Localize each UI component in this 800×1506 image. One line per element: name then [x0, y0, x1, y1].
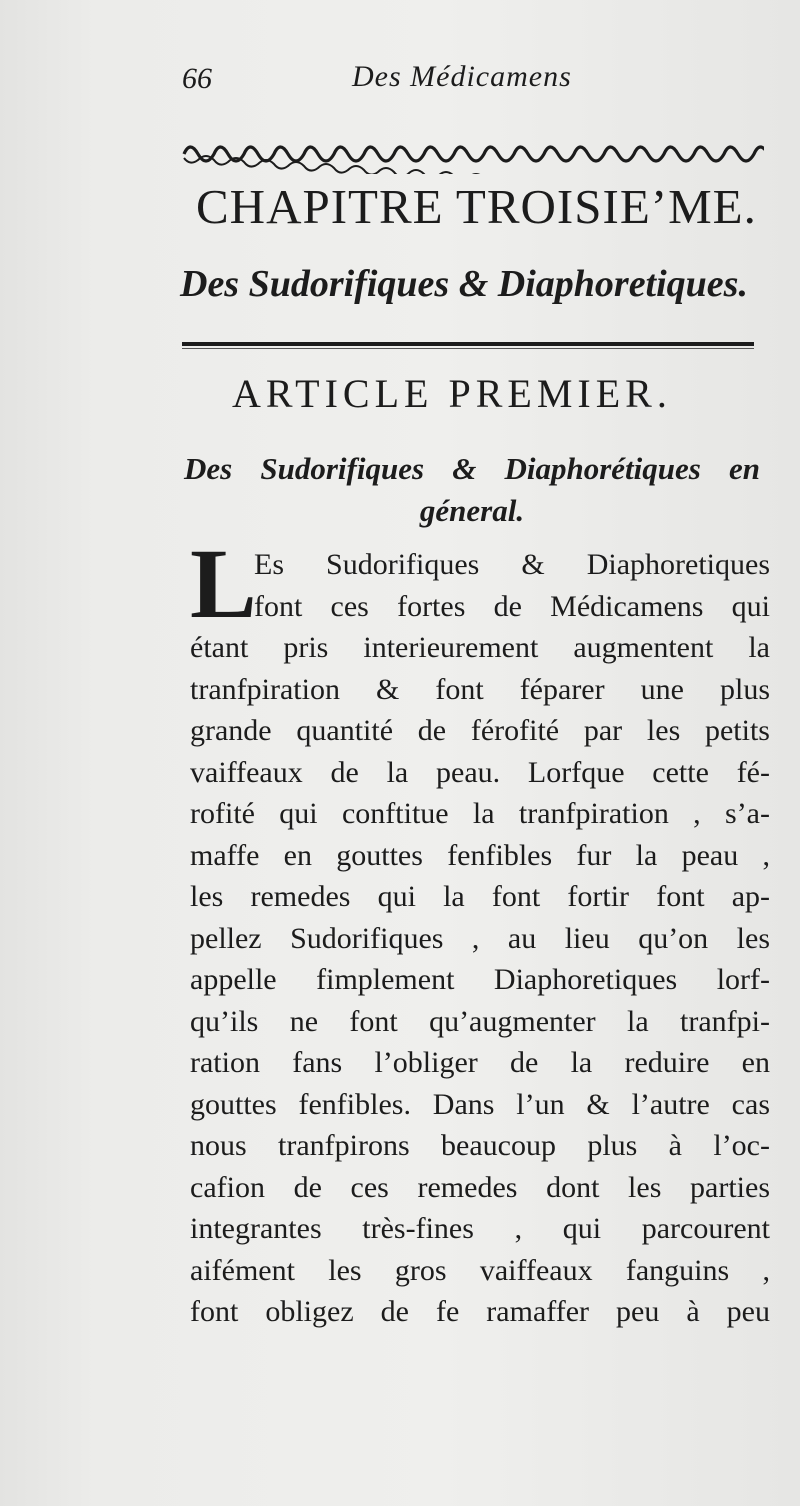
- drop-cap: L: [190, 528, 257, 639]
- heading-rule-thin: [182, 348, 754, 349]
- text-line: nous tranfpirons beaucoup plus à l’oc-: [190, 1129, 770, 1162]
- running-head: [180, 56, 760, 104]
- text-line: grande quantité de férofité par les petits: [190, 714, 770, 747]
- body-text: [190, 528, 770, 1333]
- article-title-word: Des: [184, 451, 233, 486]
- article-title: [184, 448, 760, 532]
- text-line: font obligez de fe ramaffer peu à peu: [190, 1295, 770, 1328]
- text-line: pellez Sudorifiques , au lieu qu’on les: [190, 921, 770, 955]
- running-title: Des Médicamens: [352, 60, 572, 93]
- text-line: cafion de ces remedes dont les parties: [190, 1170, 770, 1204]
- text-line: gouttes fenfibles. Dans l’un & l’autre cas: [190, 1087, 770, 1121]
- text-line: tranfpiration & font féparer une plus: [190, 672, 770, 706]
- text-line: ration fans l’obliger de la reduire en: [190, 1046, 770, 1079]
- text-line: les remedes qui la font fortir font ap-: [190, 880, 770, 913]
- article-title-word: Diaphorétiques: [504, 451, 701, 486]
- article-title-line-2: géneral.: [419, 493, 525, 528]
- heading-rule: [182, 342, 754, 346]
- text-line: maffe en gouttes fenfibles fur la peau ,: [190, 838, 770, 872]
- ornament-band: [180, 134, 764, 174]
- chapter-heading: CHAPITRE TROISIE’ME.: [196, 179, 757, 234]
- text-line: rofité qui conftitue la tranfpiration , s’a-: [190, 797, 770, 830]
- text-line: aifément les gros vaiffeaux fanguins ,: [190, 1253, 770, 1287]
- chapter-subtitle: Des Sudorifiques & Diaphoretiques.: [180, 263, 748, 305]
- text-line: appelle fimplement Diaphoretiques lorf-: [190, 963, 770, 996]
- text-line: integrantes très-fines , qui parcourent: [190, 1212, 770, 1245]
- article-heading: ARTICLE PREMIER.: [232, 371, 672, 416]
- article-title-word: &: [452, 451, 477, 486]
- page-number: 66: [182, 62, 212, 95]
- text-line: qu’ils ne font qu’augmenter la tranfpi-: [190, 1004, 770, 1038]
- text-line: vaiffeaux de la peau. Lorfque cette fé-: [190, 755, 770, 789]
- article-title-word: Sudorifiques: [260, 451, 425, 486]
- article-title-word: en: [729, 451, 760, 486]
- text-line: Es Sudorifiques & Diaphoretiques: [254, 548, 770, 581]
- text-line: font ces fortes de Médicamens qui: [254, 589, 770, 623]
- text-line: étant pris interieurement augmentent la: [190, 631, 770, 664]
- article-title-line-1: [184, 448, 760, 490]
